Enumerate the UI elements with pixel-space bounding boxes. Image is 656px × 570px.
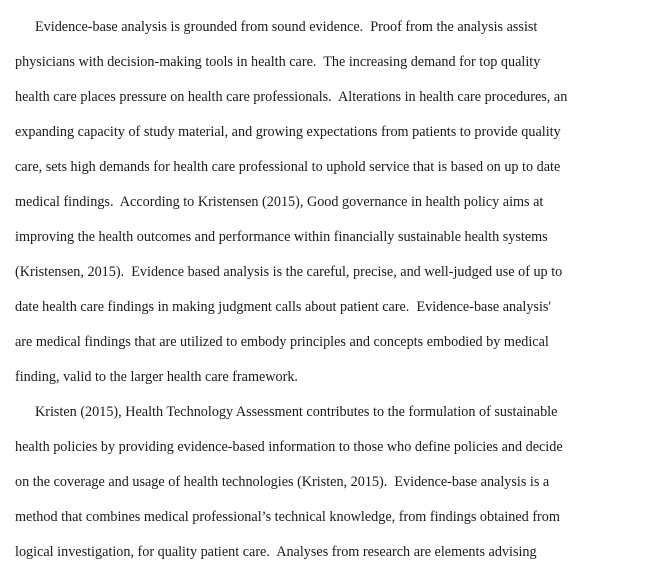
document-body bbox=[15, 10, 645, 570]
text-line: physicians with decision-making tools in health care. The increasing demand for top quality bbox=[15, 54, 541, 70]
paragraph bbox=[15, 10, 645, 395]
text-line: health care places pressure on health care professionals. Alterations in health care procedures, an bbox=[15, 89, 568, 105]
text-line: Evidence-base analysis is grounded from sound evidence. Proof from the analysis assist bbox=[35, 19, 538, 35]
paragraph bbox=[15, 395, 645, 570]
text-line: expanding capacity of study material, and growing expectations from patients to provide quality bbox=[15, 124, 561, 140]
text-line: finding, valid to the larger health care framework. bbox=[15, 369, 298, 385]
text-line: care, sets high demands for health care professional to uphold service that is based on up to date bbox=[15, 159, 561, 175]
text-line: logical investigation, for quality patient care. Analyses from research are elements advising bbox=[15, 544, 537, 560]
text-line: method that combines medical professional’s technical knowledge, from findings obtained from bbox=[15, 509, 560, 525]
text-line: date health care findings in making judgment calls about patient care. Evidence-base analysis' bbox=[15, 299, 551, 315]
text-line: are medical findings that are utilized to embody principles and concepts embodied by medical bbox=[15, 334, 549, 350]
text-line: Kristen (2015), Health Technology Assessment contributes to the formulation of sustainable bbox=[35, 404, 558, 420]
text-line: health policies by providing evidence-based information to those who define policies and decide bbox=[15, 439, 563, 455]
text-line: on the coverage and usage of health technologies (Kristen, 2015). Evidence-base analysis is a bbox=[15, 474, 550, 490]
text-line: improving the health outcomes and performance within financially sustainable health systems bbox=[15, 229, 548, 245]
text-line: medical findings. According to Kristensen (2015), Good governance in health policy aims at bbox=[15, 194, 544, 210]
text-line: (Kristensen, 2015). Evidence based analysis is the careful, precise, and well-judged use of up to bbox=[15, 264, 563, 280]
